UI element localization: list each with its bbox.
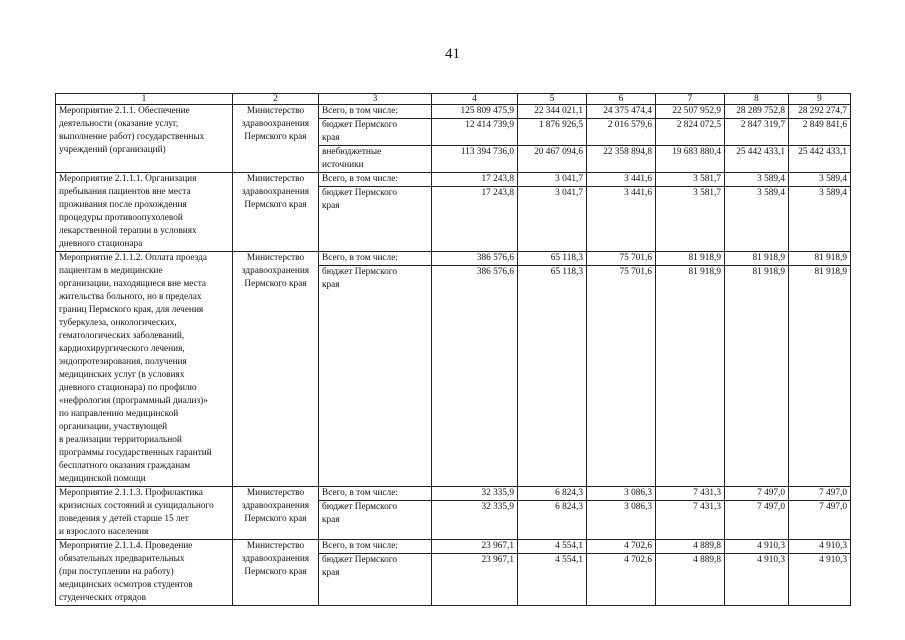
line-spacer: [728, 567, 785, 580]
text-line: 7 431,3: [656, 500, 725, 514]
table-row: [56, 105, 851, 173]
text-line: края: [322, 201, 340, 211]
text-line: 1 876 926,5: [518, 118, 587, 132]
text-line: 386 576,6: [432, 265, 518, 279]
value-cell: [432, 173, 518, 252]
text-line: Пермского края: [244, 200, 307, 210]
text-line: 2 847 319,7: [725, 118, 789, 132]
text-line: 24 375 474,4: [603, 106, 652, 116]
text-line: медицинских осмотров студентов: [59, 580, 193, 590]
text-line: 23 967,1: [481, 541, 514, 551]
text-line: пациентам в медицинские: [59, 266, 163, 276]
text-line: границ Пермского края, для лечения: [59, 305, 204, 315]
line-spacer: [590, 567, 652, 580]
text-line: 22 507 952,9: [672, 106, 721, 116]
activity-name-cell: [56, 540, 233, 606]
text-line: Мероприятие 2.1.1. Обеспечение: [59, 106, 190, 116]
funding-source-cell: [319, 173, 432, 252]
text-line: программы государственных гарантий: [59, 448, 212, 458]
executor-cell: [233, 487, 319, 540]
value-cell: [725, 252, 789, 487]
text-line: Пермского края: [244, 132, 307, 142]
text-line: 3 581,7: [656, 186, 725, 200]
value-cell: [725, 173, 789, 252]
line-spacer: [435, 132, 514, 145]
header-cell: 1: [56, 94, 233, 105]
text-line: бесплатного оказания гражданам: [59, 461, 191, 471]
text-line: 4 554,1: [518, 553, 587, 567]
text-line: 7 497,0: [725, 500, 789, 514]
text-line: деятельности (оказание услуг,: [59, 119, 179, 129]
text-line: 75 701,6: [587, 265, 656, 279]
text-line: здравоохранения: [241, 501, 310, 511]
text-line: 2 849 841,6: [789, 118, 851, 132]
header-cell: 6: [587, 94, 656, 105]
text-line: 25 442 433,1: [725, 145, 789, 159]
header-cell: 8: [725, 94, 789, 105]
text-line: бюджет Пермского: [319, 265, 432, 279]
line-spacer: [590, 514, 652, 527]
value-cell: [725, 487, 789, 540]
text-line: учреждений (организаций): [59, 145, 166, 155]
text-line: 3 086,3: [624, 488, 652, 498]
line-spacer: [792, 200, 847, 213]
text-line: 65 118,3: [550, 253, 583, 263]
text-line: медицинских услуг (в условиях: [59, 370, 185, 380]
text-line: 81 918,9: [814, 253, 847, 263]
line-spacer: [521, 279, 583, 292]
text-line: 81 918,9: [752, 253, 785, 263]
header-cell: 9: [789, 94, 851, 105]
text-line: 7 497,0: [819, 488, 847, 498]
text-line: бюджет Пермского: [319, 186, 432, 200]
funding-source-cell: [319, 487, 432, 540]
text-line: Всего, в том числе:: [322, 253, 398, 263]
page-number: 41: [445, 46, 460, 62]
text-line: 17 243,8: [481, 174, 514, 184]
value-cell: [587, 173, 656, 252]
table-row: [56, 252, 851, 487]
text-line: 113 394 736,0: [432, 145, 518, 159]
text-line: 4 702,6: [587, 553, 656, 567]
text-line: лекарственной терапии в условиях: [59, 226, 197, 236]
line-spacer: [521, 159, 583, 172]
budget-table: [55, 93, 851, 606]
text-line: 75 701,6: [619, 253, 652, 263]
line-spacer: [521, 567, 583, 580]
line-spacer: [521, 132, 583, 145]
header-cell: 7: [656, 94, 725, 105]
text-line: 4 554,1: [555, 541, 583, 551]
text-line: Министерство: [246, 174, 305, 184]
value-cell: [518, 105, 587, 173]
activity-name-cell: [56, 252, 233, 487]
activity-name-cell: [56, 105, 233, 173]
value-cell: [432, 540, 518, 606]
header-row: [56, 94, 851, 105]
line-spacer: [792, 514, 847, 527]
text-line: медицинской помощи: [59, 474, 146, 484]
text-line: 3 086,3: [587, 500, 656, 514]
text-line: края: [322, 515, 340, 525]
line-spacer: [521, 200, 583, 213]
text-line: 3 589,4: [757, 174, 785, 184]
text-line: эндопротезирования, получения: [59, 357, 187, 367]
text-line: 22 358 894,8: [587, 145, 656, 159]
text-line: Пермского края: [244, 279, 307, 289]
table-row: [56, 487, 851, 540]
text-line: 3 589,4: [819, 174, 847, 184]
text-line: 2 824 072,5: [656, 118, 725, 132]
text-line: Пермского края: [244, 567, 307, 577]
activity-name-cell: [56, 173, 233, 252]
line-spacer: [792, 279, 847, 292]
value-cell: [656, 173, 725, 252]
value-cell: [518, 487, 587, 540]
text-line: здравоохранения: [241, 119, 310, 129]
value-cell: [587, 252, 656, 487]
value-cell: [587, 105, 656, 173]
value-cell: [432, 487, 518, 540]
text-line: 81 918,9: [656, 265, 725, 279]
line-spacer: [435, 514, 514, 527]
text-line: Всего, в том числе:: [322, 174, 398, 184]
text-line: дневного стационара) по профилю: [59, 383, 197, 393]
line-spacer: [590, 279, 652, 292]
line-spacer: [728, 159, 785, 172]
line-spacer: [728, 132, 785, 145]
text-line: 19 683 880,4: [656, 145, 725, 159]
text-line: гематологических заболеваний,: [59, 331, 185, 341]
text-line: 4 910,3: [819, 541, 847, 551]
line-spacer: [590, 159, 652, 172]
text-line: 28 292 274,7: [798, 106, 847, 116]
value-cell: [656, 540, 725, 606]
text-line: и взрослого населения: [59, 527, 149, 537]
text-line: 6 824,3: [518, 500, 587, 514]
text-line: 81 918,9: [688, 253, 721, 263]
value-cell: [587, 540, 656, 606]
text-line: здравоохранения: [241, 266, 310, 276]
text-line: «нефрология (программный диализ)»: [59, 396, 208, 406]
text-line: в реализации территориальной: [59, 435, 182, 445]
header-cell: 2: [233, 94, 319, 105]
text-line: 32 335,9: [481, 488, 514, 498]
text-line: (при поступлении на работу): [59, 567, 174, 577]
text-line: здравоохранения: [241, 554, 310, 564]
text-line: Мероприятие 2.1.1.2. Оплата проезда: [59, 253, 207, 263]
text-line: внебюджетные: [319, 145, 432, 159]
text-line: 20 467 094,6: [518, 145, 587, 159]
text-line: 32 335,9: [432, 500, 518, 514]
line-spacer: [435, 567, 514, 580]
line-spacer: [728, 514, 785, 527]
line-spacer: [728, 279, 785, 292]
value-cell: [789, 487, 851, 540]
text-line: Пермского края: [244, 514, 307, 524]
text-line: 3 441,6: [624, 174, 652, 184]
value-cell: [656, 487, 725, 540]
text-line: Министерство: [246, 541, 305, 551]
text-line: Министерство: [246, 106, 305, 116]
text-line: 7 497,0: [757, 488, 785, 498]
activity-name-cell: [56, 487, 233, 540]
text-line: жительства больного, но в пределах: [59, 292, 202, 302]
text-line: организации, находящиеся вне места: [59, 279, 207, 289]
text-line: 386 576,6: [476, 253, 514, 263]
text-line: туберкулеза, онкологических,: [59, 318, 177, 328]
value-cell: [518, 540, 587, 606]
text-line: 81 918,9: [725, 265, 789, 279]
line-spacer: [659, 567, 721, 580]
value-cell: [789, 252, 851, 487]
funding-source-cell: [319, 105, 432, 173]
text-line: процедуры противоопухолевой: [59, 213, 183, 223]
text-line: 23 967,1: [432, 553, 518, 567]
text-line: 4 889,8: [693, 541, 721, 551]
text-line: поведения у детей старше 15 лет: [59, 514, 189, 524]
value-cell: [725, 105, 789, 173]
value-cell: [587, 487, 656, 540]
line-spacer: [659, 132, 721, 145]
text-line: Всего, в том числе:: [322, 488, 398, 498]
line-spacer: [792, 159, 847, 172]
value-cell: [656, 252, 725, 487]
executor-cell: [233, 105, 319, 173]
text-line: 3 589,4: [725, 186, 789, 200]
text-line: 65 118,3: [518, 265, 587, 279]
value-cell: [789, 105, 851, 173]
text-line: 7 431,3: [693, 488, 721, 498]
text-line: Мероприятие 2.1.1.1. Организация: [59, 174, 197, 184]
value-cell: [789, 540, 851, 606]
text-line: здравоохранения: [241, 187, 310, 197]
text-line: 3 041,7: [555, 174, 583, 184]
line-spacer: [435, 279, 514, 292]
text-line: 4 910,3: [725, 553, 789, 567]
value-cell: [432, 105, 518, 173]
text-line: обязательных предварительных: [59, 554, 185, 564]
line-spacer: [659, 200, 721, 213]
value-cell: [789, 173, 851, 252]
text-line: 4 910,3: [757, 541, 785, 551]
text-line: организации, участвующей: [59, 422, 168, 432]
text-line: пребывания пациентов вне места: [59, 187, 191, 197]
value-cell: [656, 105, 725, 173]
text-line: Министерство: [246, 253, 305, 263]
header-cell: 5: [518, 94, 587, 105]
text-line: Мероприятие 2.1.1.3. Профилактика: [59, 488, 203, 498]
text-line: кардиохирургического лечения,: [59, 344, 185, 354]
value-cell: [518, 252, 587, 487]
line-spacer: [435, 159, 514, 172]
text-line: выполнение работ) государственных: [59, 132, 205, 142]
text-line: 28 289 752,8: [736, 106, 785, 116]
line-spacer: [659, 514, 721, 527]
text-line: Всего, в том числе:: [322, 541, 398, 551]
line-spacer: [590, 200, 652, 213]
text-line: 4 702,6: [624, 541, 652, 551]
text-line: бюджет Пермского: [319, 553, 432, 567]
text-line: 3 041,7: [518, 186, 587, 200]
text-line: по направлению медицинской: [59, 409, 179, 419]
line-spacer: [792, 132, 847, 145]
text-line: 12 414 739,9: [432, 118, 518, 132]
text-line: 81 918,9: [789, 265, 851, 279]
text-line: дневного стационара: [59, 239, 143, 249]
value-cell: [518, 173, 587, 252]
text-line: источники: [322, 160, 364, 170]
text-line: проживания после прохождения: [59, 200, 187, 210]
text-line: 4 889,8: [656, 553, 725, 567]
text-line: края: [322, 280, 340, 290]
line-spacer: [435, 200, 514, 213]
text-line: края: [322, 568, 340, 578]
line-spacer: [728, 200, 785, 213]
header-cell: 4: [432, 94, 518, 105]
text-line: студенческих отрядов: [59, 593, 146, 603]
line-spacer: [659, 159, 721, 172]
text-line: 3 441,6: [587, 186, 656, 200]
text-line: Всего, в том числе:: [322, 106, 398, 116]
text-line: 3 589,4: [789, 186, 851, 200]
table-row: [56, 540, 851, 606]
funding-source-cell: [319, 252, 432, 487]
text-line: бюджет Пермского: [319, 500, 432, 514]
executor-cell: [233, 173, 319, 252]
value-cell: [432, 252, 518, 487]
text-line: Министерство: [246, 488, 305, 498]
executor-cell: [233, 252, 319, 487]
table-row: [56, 173, 851, 252]
text-line: 4 910,3: [789, 553, 851, 567]
line-spacer: [659, 279, 721, 292]
text-line: 3 581,7: [693, 174, 721, 184]
value-cell: [725, 540, 789, 606]
text-line: 7 497,0: [789, 500, 851, 514]
text-line: Мероприятие 2.1.1.4. Проведение: [59, 541, 193, 551]
text-line: 2 016 579,6: [587, 118, 656, 132]
text-line: бюджет Пермского: [319, 118, 432, 132]
line-spacer: [590, 132, 652, 145]
text-line: 25 442 433,1: [789, 145, 851, 159]
executor-cell: [233, 540, 319, 606]
text-line: 6 824,3: [555, 488, 583, 498]
text-line: 125 809 475,9: [460, 106, 514, 116]
text-line: края: [322, 133, 340, 143]
text-line: 17 243,8: [432, 186, 518, 200]
text-line: 22 344 021,1: [534, 106, 583, 116]
funding-source-cell: [319, 540, 432, 606]
line-spacer: [792, 567, 847, 580]
line-spacer: [521, 514, 583, 527]
text-line: кризисных состояний и суицидального: [59, 501, 214, 511]
header-cell: 3: [319, 94, 432, 105]
